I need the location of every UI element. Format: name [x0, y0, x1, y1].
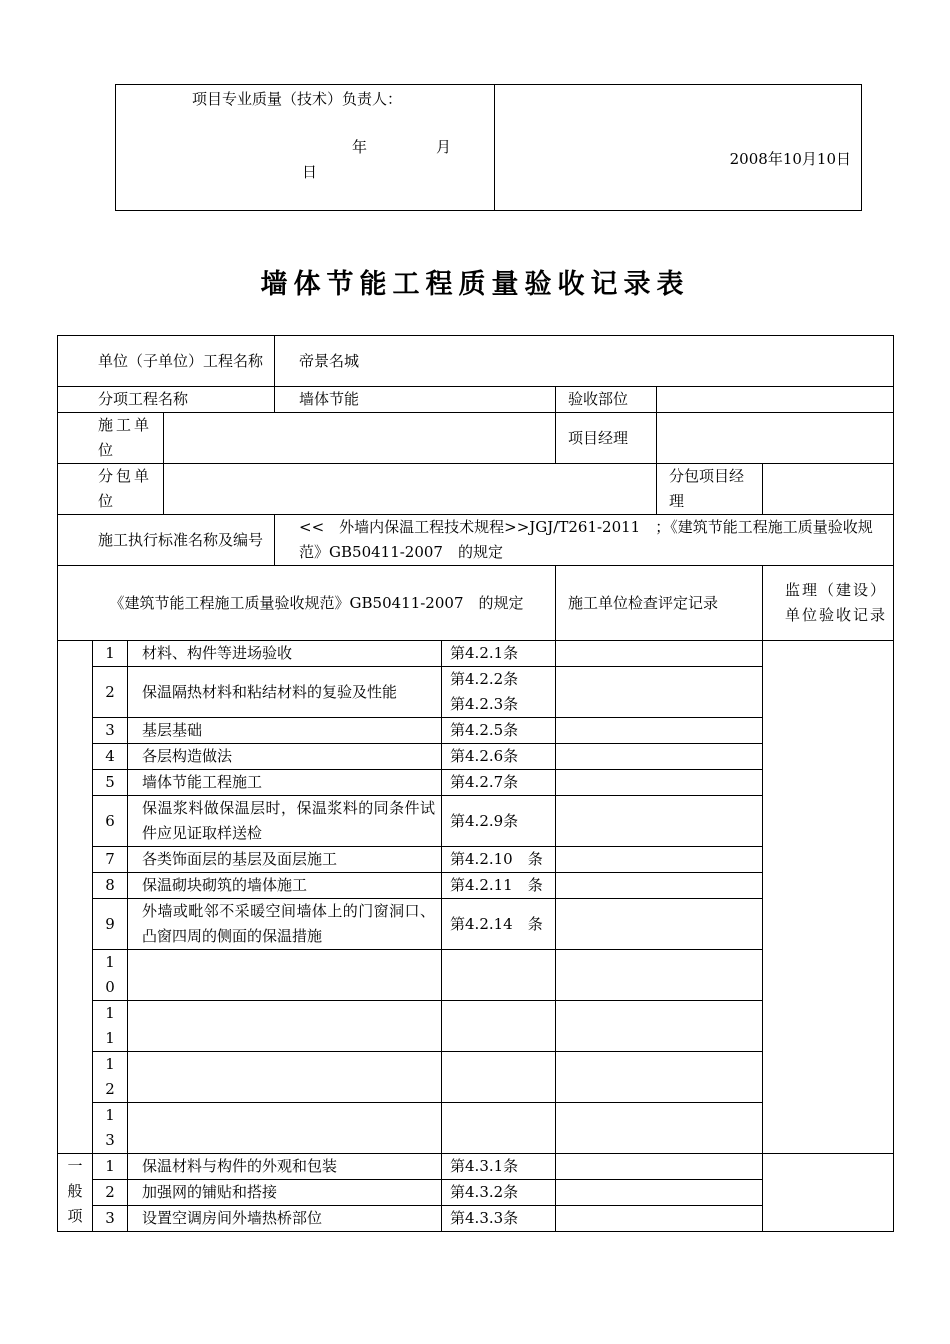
item-clause	[442, 950, 556, 1001]
contractor-check-record[interactable]	[556, 1103, 763, 1154]
contractor-check-record[interactable]	[556, 873, 763, 899]
item-description: 保温浆料做保温层时，保温浆料的同条件试件应见证取样送检	[128, 796, 442, 847]
main-items-group	[58, 641, 894, 1154]
item-clause: 第4.3.2条	[442, 1180, 556, 1206]
item-description	[128, 950, 442, 1001]
item-number: 4	[93, 744, 128, 770]
item-clause: 第4.2.7条	[442, 770, 556, 796]
item-number: 1	[93, 641, 128, 667]
item-number: 3	[93, 1206, 128, 1232]
item-clause: 第4.2.9条	[442, 796, 556, 847]
item-description	[128, 1052, 442, 1103]
contractor-value[interactable]	[164, 413, 556, 464]
contractor-check-record[interactable]	[556, 1154, 763, 1180]
item-number: 7	[93, 847, 128, 873]
item-clause: 第4.2.5条	[442, 718, 556, 744]
contractor-check-record[interactable]	[556, 1001, 763, 1052]
item-description: 保温材料与构件的外观和包装	[128, 1154, 442, 1180]
item-number: 8	[93, 873, 128, 899]
item-number: 3	[93, 718, 128, 744]
year-label: 年	[352, 138, 368, 156]
item-description: 各类饰面层的基层及面层施工	[128, 847, 442, 873]
sub-project-manager-label: 分包项目经理	[657, 464, 763, 515]
main_items-group-label	[58, 641, 93, 1154]
acceptance-record-table	[57, 335, 894, 1232]
item-number: 12	[93, 1052, 128, 1103]
supervisor-column-header: 监理（建设）单位验收记录	[763, 566, 894, 641]
project-manager-value[interactable]	[657, 413, 894, 464]
item-number: 11	[93, 1001, 128, 1052]
sub-project-value[interactable]: 墙体节能	[275, 387, 556, 413]
item-description: 基层基础	[128, 718, 442, 744]
contractor-check-record[interactable]	[556, 1180, 763, 1206]
signature-cell	[116, 85, 495, 211]
unit-project-value[interactable]: 帝景名城	[275, 336, 894, 387]
item-clause: 第4.2.1条	[442, 641, 556, 667]
contractor-check-record[interactable]	[556, 899, 763, 950]
item-clause: 第4.3.3条	[442, 1206, 556, 1232]
general_items-group-label: 一般项	[58, 1154, 93, 1232]
standard-value[interactable]: << 外墙内保温工程技术规程>>JGJ/T261-2011 ；《建筑节能工程施工质量验收规范》GB50411-2007 的规定	[275, 515, 894, 566]
contractor-check-record[interactable]	[556, 847, 763, 873]
subcontractor-label: 分包单位	[58, 464, 164, 515]
item-description: 材料、构件等进场验收	[128, 641, 442, 667]
item-number: 1	[93, 1154, 128, 1180]
standard-label: 施工执行标准名称及编号	[58, 515, 275, 566]
item-description: 墙体节能工程施工	[128, 770, 442, 796]
item-clause: 第4.2.11 条	[442, 873, 556, 899]
contractor-check-record[interactable]	[556, 1206, 763, 1232]
item-description: 保温砌块砌筑的墙体施工	[128, 873, 442, 899]
item-number: 2	[93, 1180, 128, 1206]
supervisor-acceptance-record[interactable]	[763, 1154, 894, 1232]
table-row	[58, 641, 894, 667]
item-number: 10	[93, 950, 128, 1001]
item-number: 2	[93, 667, 128, 718]
item-clause	[442, 1052, 556, 1103]
sub-project-manager-value[interactable]	[763, 464, 894, 515]
signature-date: 2008年10月10日	[729, 150, 851, 168]
item-clause: 第4.2.6条	[442, 744, 556, 770]
supervisor-acceptance-record[interactable]	[763, 641, 894, 1154]
item-number: 6	[93, 796, 128, 847]
contractor-check-record[interactable]	[556, 641, 763, 667]
acceptance-part-label: 验收部位	[556, 387, 657, 413]
table-row	[58, 1154, 894, 1180]
item-number: 9	[93, 899, 128, 950]
item-description: 外墙或毗邻不采暖空间墙体上的门窗洞口、凸窗四周的侧面的保温措施	[128, 899, 442, 950]
responsible-person-label: 项目专业质量（技术）负责人：	[192, 90, 403, 108]
contractor-check-record[interactable]	[556, 667, 763, 718]
item-clause	[442, 1001, 556, 1052]
item-description	[128, 1103, 442, 1154]
contractor-check-record[interactable]	[556, 744, 763, 770]
item-description: 保温隔热材料和粘结材料的复验及性能	[128, 667, 442, 718]
acceptance-part-value[interactable]	[657, 387, 894, 413]
spec-column-header: 《建筑节能工程施工质量验收规范》GB50411-2007 的规定	[58, 566, 556, 641]
item-clause: 第4.2.10 条	[442, 847, 556, 873]
item-number: 5	[93, 770, 128, 796]
item-clause: 第4.3.1条	[442, 1154, 556, 1180]
item-description: 设置空调房间外墙热桥部位	[128, 1206, 442, 1232]
item-clause: 第4.2.2条 第4.2.3条	[442, 667, 556, 718]
item-clause: 第4.2.14 条	[442, 899, 556, 950]
item-number: 13	[93, 1103, 128, 1154]
sub-project-label: 分项工程名称	[58, 387, 275, 413]
item-description: 各层构造做法	[128, 744, 442, 770]
unit-project-label: 单位（子单位）工程名称	[58, 336, 275, 387]
day-label: 日	[302, 163, 318, 181]
contractor-check-record[interactable]	[556, 770, 763, 796]
contractor-check-record[interactable]	[556, 950, 763, 1001]
item-clause	[442, 1103, 556, 1154]
project-manager-label: 项目经理	[556, 413, 657, 464]
contractor-check-record[interactable]	[556, 718, 763, 744]
month-label: 月	[436, 138, 452, 156]
page-title: 墙体节能工程质量验收记录表	[260, 269, 690, 300]
item-description	[128, 1001, 442, 1052]
contractor-label: 施工单位	[58, 413, 164, 464]
contractor-check-record[interactable]	[556, 1052, 763, 1103]
signature-date-cell	[495, 85, 862, 211]
check-column-header: 施工单位检查评定记录	[556, 566, 763, 641]
signature-table	[115, 84, 862, 211]
general-items-group	[58, 1154, 894, 1232]
item-description: 加强网的铺贴和搭接	[128, 1180, 442, 1206]
contractor-check-record[interactable]	[556, 796, 763, 847]
subcontractor-value[interactable]	[164, 464, 657, 515]
